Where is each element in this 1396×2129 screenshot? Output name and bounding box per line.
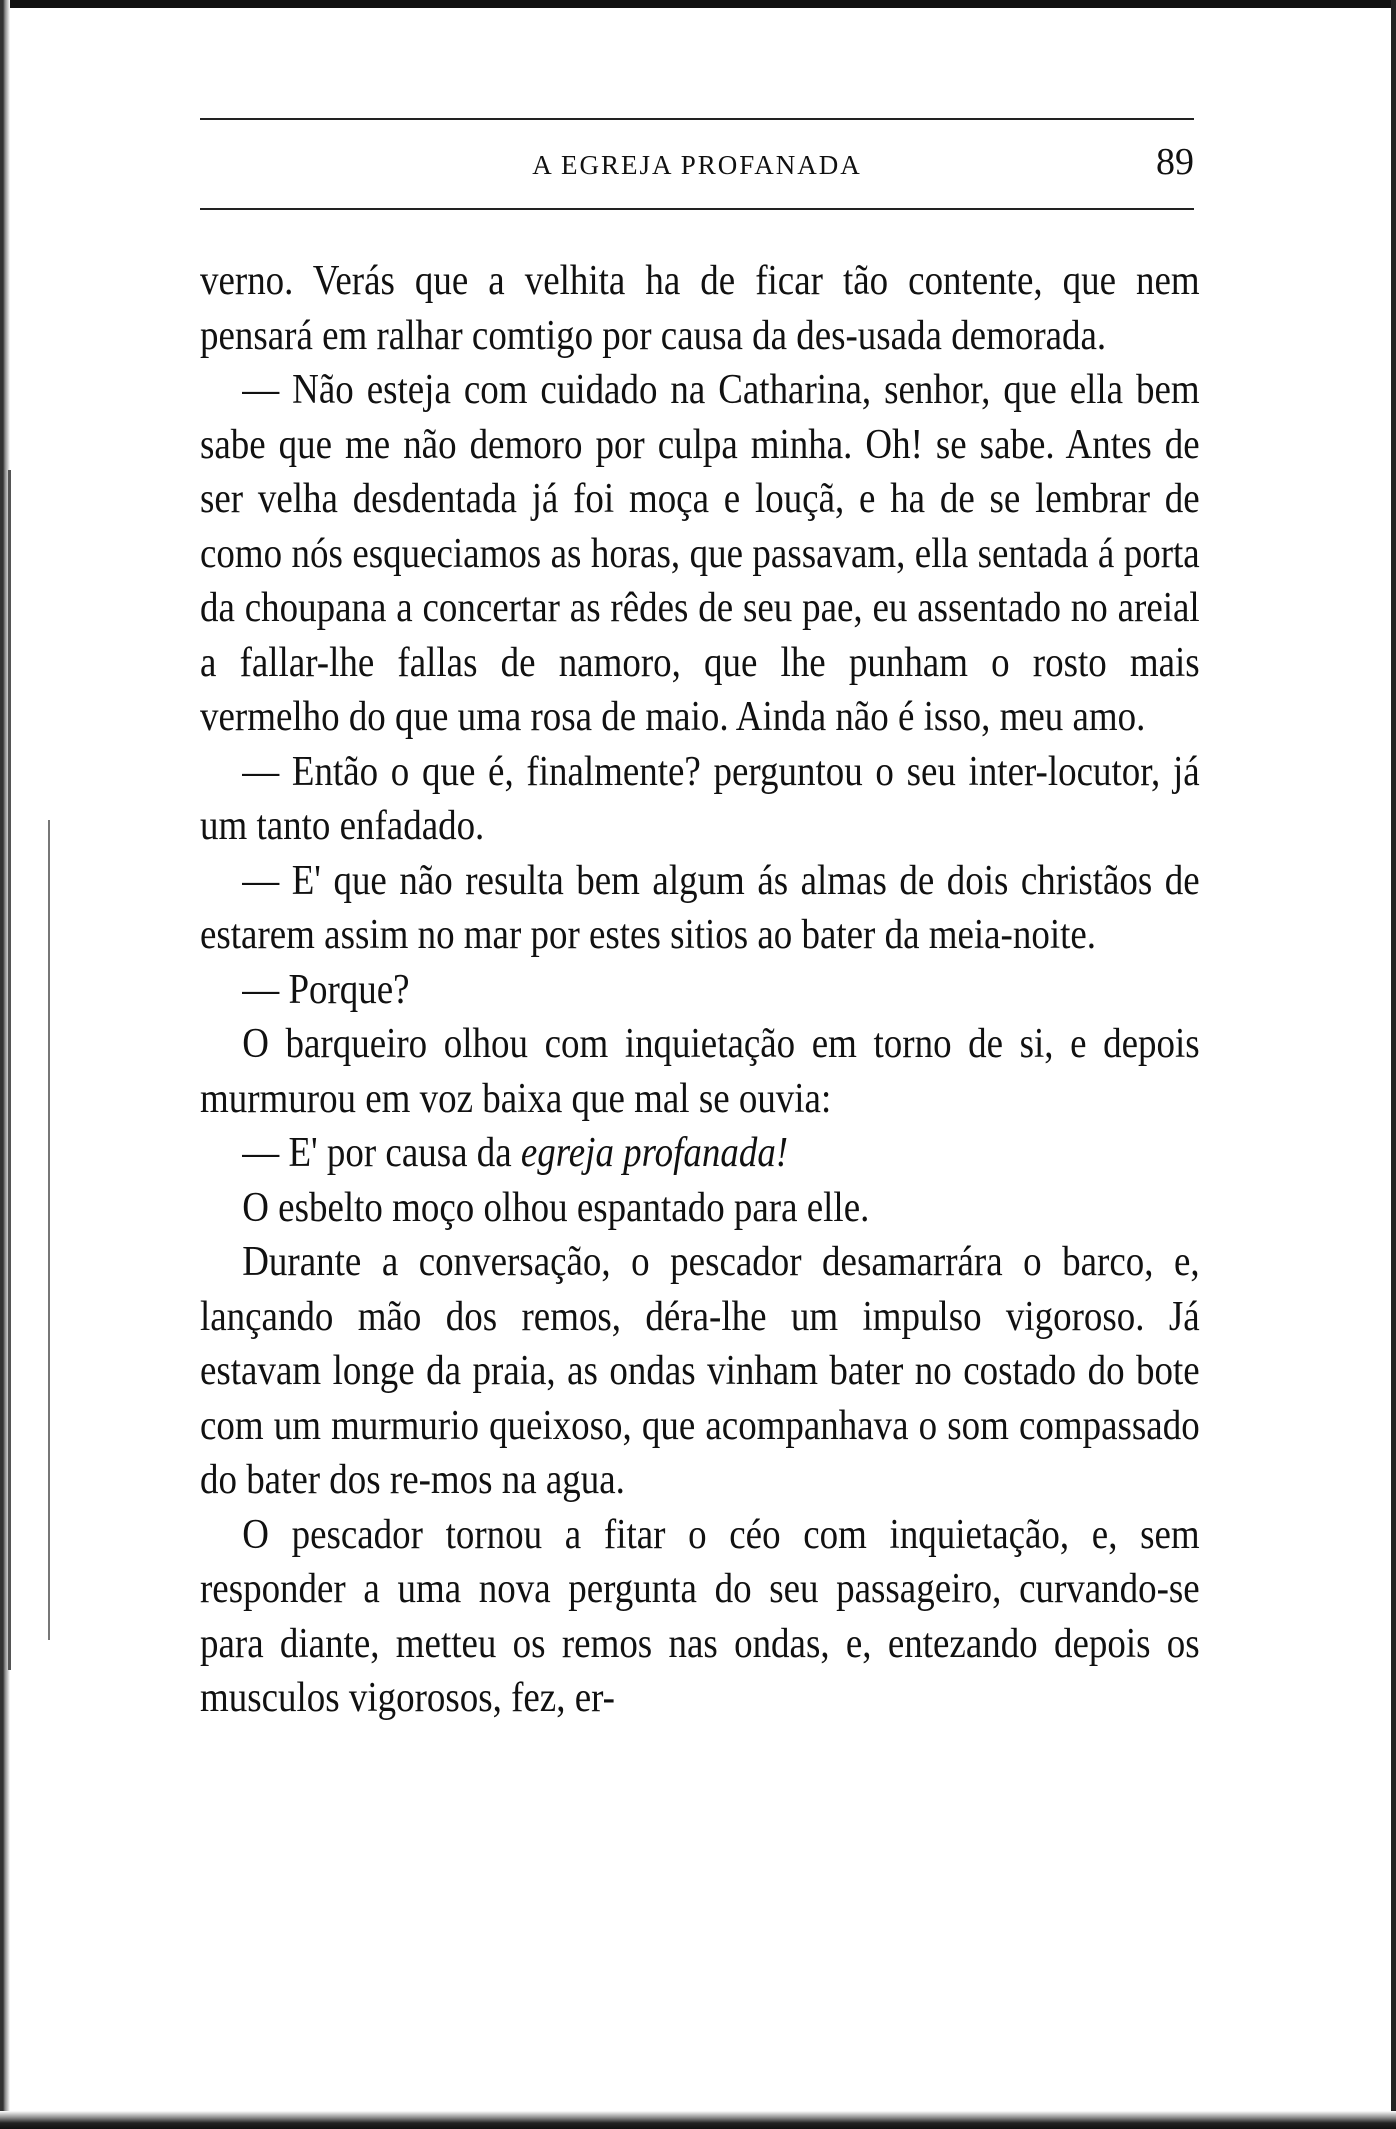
paragraph: O barqueiro olhou com inquietação em torno de si, e depois murmurou em voz baixa que mal se ouvia:: [200, 1021, 1200, 1122]
paragraph: — E' que não resulta bem algum ás almas de dois christãos de estarem assim no mar por estes sitios ao bater da meia-noite.: [200, 857, 1200, 958]
paragraph: — Não esteja com cuidado na Catharina, senhor, que ella bem sabe que me não demoro por culpa minha. Oh! se sabe. Antes de ser velha desdentada já foi moça e louçã, e ha de se lembrar de como nós esqueciamos as horas, que passavam, ella sentada á porta da choupana a concertar as rêdes de seu pae, eu assentado no areial a fallar-lhe fallas de namoro, que lhe punham o rosto mais vermelho do que uma rosa de maio. Ainda não é isso, meu amo.: [200, 367, 1200, 740]
scan-spine-line: [8, 470, 11, 1670]
paragraph: verno. Verás que a velhita ha de ficar tão contente, que nem pensará em ralhar comtigo por causa da des-usada demorada.: [200, 258, 1200, 359]
header-rule-bottom: [200, 208, 1194, 210]
body-text: [200, 254, 1200, 1726]
paragraph: O esbelto moço olhou espantado para elle.: [242, 1184, 870, 1231]
scan-edge-bottom: [0, 2111, 1396, 2129]
scan-spine-line-faint: [48, 820, 50, 1640]
header-rule-top: [200, 118, 1194, 120]
scan-edge-right: [1391, 0, 1396, 2129]
paragraph: — Porque?: [242, 966, 410, 1013]
running-title: A EGREJA PROFANADA: [532, 150, 862, 180]
paragraph: O pescador tornou a fitar o céo com inquietação, e, sem responder a uma nova pergunta do seu passageiro, curvando-se para diante, metteu os remos nas ondas, e, entezando depois os musculos vigorosos, fez, er-: [200, 1511, 1200, 1721]
paragraph: — Então o que é, finalmente? perguntou o seu inter-locutor, já um tanto enfadado.: [200, 748, 1200, 849]
italic-title: egreja profanada!: [520, 1130, 789, 1176]
paragraph-text: — E' por causa da: [242, 1130, 521, 1176]
scan-edge-top: [0, 0, 1396, 8]
paragraph: Durante a conversação, o pescador desamarrára o barco, e, lançando mão dos remos, déra-lhe um impulso vigoroso. Já estavam longe da praia, as ondas vinham bater no costado do bote com um murmurio queixoso, que acompanhava o som compassado do bater dos re-mos na agua.: [200, 1239, 1200, 1503]
page-number: 89: [1156, 141, 1194, 183]
paragraph: [200, 1126, 1200, 1181]
